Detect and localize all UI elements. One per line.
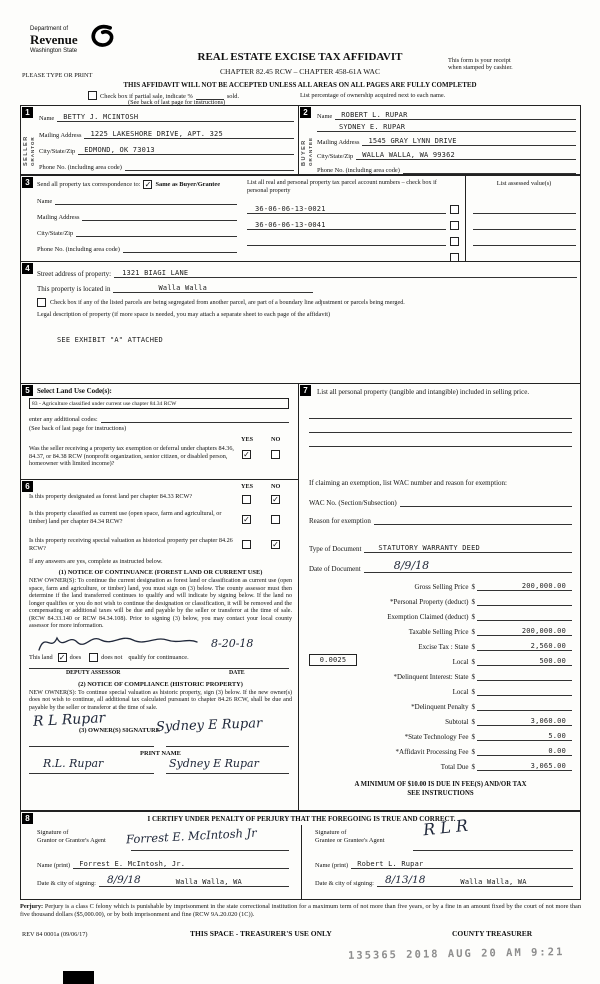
dollar-sign: $ <box>471 718 475 726</box>
minimum-due-note-2: SEE INSTRUCTIONS <box>407 790 474 797</box>
excise-tax-local-line <box>477 655 572 666</box>
print-name-1: R.L. Rupar <box>43 757 104 770</box>
parcel-line-2 <box>247 218 446 230</box>
does-not-label: does not <box>101 654 123 661</box>
exemption-question: Was the seller receiving a property tax exemption or deferral under chapters 84.36, 84.37, or 84.38 RCW (nonprofit organization, senior citizen, or disabled person, homeowner with limited income)? <box>29 445 234 468</box>
personal-property-line-3 <box>309 446 572 447</box>
subtotal-row <box>309 714 572 726</box>
taxable-selling-price-line <box>477 625 572 636</box>
document-date-line <box>364 561 572 573</box>
state-technology-fee-label: *State Technology Fee <box>404 733 469 741</box>
buyer-name2-value: SYDNEY E. RUPAR <box>339 123 406 131</box>
section-2-buyer-box <box>298 105 581 175</box>
seller-phone-line <box>125 159 294 171</box>
personal-property-line-1 <box>309 418 572 419</box>
street-address-value: 1321 BIAGI LANE <box>122 269 189 277</box>
dollar-sign: $ <box>471 598 475 606</box>
total-due-label: Total Due <box>440 763 469 771</box>
exemption-claimed-label: Exemption Claimed (deduct) <box>387 613 469 621</box>
personal-property-deduct-line <box>477 595 572 606</box>
corr-address-label: Mailing Address <box>37 214 80 221</box>
grantor-print-line <box>73 857 289 869</box>
seller-address-line <box>84 127 294 139</box>
exemption-claimed-line <box>477 610 572 621</box>
subtotal-value: 3,060.00 <box>530 717 566 725</box>
completion-notice: THIS AFFIDAVIT WILL NOT BE ACCEPTED UNLESS ALL AREAS ON ALL PAGES ARE FULLY COMPLETED <box>123 81 477 89</box>
street-address-label: Street address of property: <box>37 270 112 278</box>
section-1-seller-box <box>20 105 299 175</box>
delinquent-penalty-row <box>309 699 572 711</box>
perjury-statement <box>20 903 581 919</box>
personal-property-checkbox-1 <box>450 205 459 214</box>
page-title: REAL ESTATE EXCISE TAX AFFIDAVIT <box>197 51 403 63</box>
exemption-reason-line <box>374 513 572 525</box>
section-8-badge: 8 <box>22 813 33 824</box>
no-header-5: NO <box>271 436 281 443</box>
corr-address-line <box>82 209 237 221</box>
street-address-line <box>114 266 577 278</box>
treasurer-space-label: THIS SPACE - TREASURER'S USE ONLY <box>190 929 332 938</box>
seller-address-label: Mailing Address <box>39 132 82 139</box>
delinquent-interest-local-label: Local <box>452 688 469 696</box>
excise-tax-state-value: 2,560.00 <box>530 642 566 650</box>
subtotal-line <box>477 715 572 726</box>
dollar-sign: $ <box>471 748 475 756</box>
section-3-box <box>20 175 581 262</box>
state-technology-fee-row <box>309 729 572 741</box>
print-name-label: PRINT NAME <box>140 750 181 757</box>
section-4-badge: 4 <box>22 263 33 274</box>
dollar-sign: $ <box>471 763 475 771</box>
additional-codes-label: enter any additional codes: <box>29 416 98 423</box>
exemption-reason-label: Reason for exemption <box>309 517 371 525</box>
historic-yes-checkbox <box>242 540 251 549</box>
buyer-phone-label: Phone No. (including area code) <box>317 167 400 174</box>
buyer-address-label: Mailing Address <box>317 139 360 146</box>
document-type-value: STATUTORY WARRANTY DEED <box>378 544 480 552</box>
grantee-date-line <box>377 875 573 887</box>
taxable-selling-price-value: 200,000.00 <box>521 627 566 635</box>
delinquent-interest-state-label: *Delinquent Interest: State <box>393 673 469 681</box>
excise-tax-local-value: 500.00 <box>539 657 566 665</box>
buyer-citystatezip-value: WALLA WALLA, WA 99362 <box>362 151 455 159</box>
parcel-list-header: List all real and personal property tax parcel account numbers – check box if personal property <box>247 179 437 194</box>
section8-divider <box>301 825 302 899</box>
seller-side-label: SELLER <box>23 135 29 166</box>
assessed-values-header: List assessed value(s) <box>496 180 552 187</box>
grantor-city-value: Walla Walla, WA <box>175 878 242 886</box>
grantor-date-city-label: Date & city of signing: <box>37 880 96 887</box>
buyer-citystatezip-label: City/State/Zip <box>317 153 354 160</box>
personal-property-line-2 <box>309 432 572 433</box>
section-2-badge: 2 <box>300 107 311 118</box>
exemption-yes-checkbox: ✓ <box>243 450 250 459</box>
assessed-divider <box>465 176 466 261</box>
document-type-line <box>364 541 572 553</box>
seller-citystatezip-value: EDMOND, OK 73013 <box>84 146 155 154</box>
gross-selling-price-value: 200,000.00 <box>521 582 566 590</box>
gross-selling-price-row <box>309 579 572 591</box>
delinquent-interest-local-line <box>477 685 572 696</box>
parcel-number-1: 36-06-06-13-0021 <box>255 205 326 213</box>
seller-citystatezip-label: City/State/Zip <box>39 148 76 155</box>
personal-property-deduct-label: *Personal Property (deduct) <box>389 598 469 606</box>
located-in-label: This property is located in <box>37 285 111 293</box>
current-use-no-checkbox <box>271 515 280 524</box>
personal-property-label: List all personal property (tangible and intangible) included in selling price. <box>317 388 530 396</box>
this-land-label: This land <box>29 654 53 661</box>
corr-citystatezip-line <box>76 225 237 237</box>
grantor-signature-of-label: Signature of <box>37 829 69 836</box>
grantee-print-line <box>351 857 573 869</box>
owner-signature-line-2 <box>166 746 289 747</box>
grantee-side-label: GRANTEE <box>308 136 313 166</box>
personal-property-deduct-row <box>309 594 572 606</box>
section-7-box <box>298 383 581 811</box>
chapter-heading: CHAPTER 82.45 RCW – CHAPTER 458-61A WAC <box>220 67 380 76</box>
dollar-sign: $ <box>471 613 475 621</box>
current-use-yes-checkbox: ✓ <box>243 515 250 524</box>
partial-sale-checkbox <box>88 91 97 100</box>
grantee-signature-of-label: Signature of <box>315 829 347 836</box>
parcel-row-3 <box>247 235 459 246</box>
buyer-name-line <box>335 108 576 120</box>
grantee-date-city-label: Date & city of signing: <box>315 880 374 887</box>
buyer-address-value: 1545 GRAY LYNN DRIVE <box>368 137 457 145</box>
grantor-print-label: Name (print) <box>37 862 71 869</box>
dollar-sign: $ <box>471 658 475 666</box>
yes-header-5: YES <box>241 436 254 443</box>
assessed-value-line-2 <box>473 229 576 230</box>
grantor-signature-value: Forrest E. McIntosh Jr <box>125 825 258 847</box>
dollar-sign: $ <box>471 628 475 636</box>
corr-phone-label: Phone No. (including area code) <box>37 246 120 253</box>
dept-line1: Department of <box>30 26 69 32</box>
forest-yes-checkbox <box>242 495 251 504</box>
assessor-date-label: DATE <box>229 670 245 676</box>
delinquent-penalty-line <box>477 700 572 711</box>
delinquent-interest-state-line <box>477 670 572 681</box>
grantee-city-value: Walla Walla, WA <box>460 878 527 886</box>
grantor-signature-line <box>131 850 289 851</box>
county-treasurer-label: COUNTY TREASURER <box>452 929 533 938</box>
parcel-line-1 <box>247 202 446 214</box>
delinquent-interest-state-row <box>309 669 572 681</box>
section-7-badge: 7 <box>300 385 311 396</box>
buyer-side-label: BUYER <box>301 139 307 166</box>
total-due-value: 3,065.00 <box>530 762 566 770</box>
buyer-address-line <box>362 134 576 146</box>
compliance-title: (2) NOTICE OF COMPLIANCE (HISTORIC PROPERTY) <box>78 681 243 688</box>
owners-signature-label: (3) OWNER(S) SIGNATURE <box>79 727 160 734</box>
qualify-line <box>29 653 189 662</box>
buyer-name2-line <box>317 120 576 132</box>
form-number: REV 84 0001a (09/06/17) <box>22 931 88 938</box>
land-use-code-box <box>29 398 289 409</box>
grantor-date-line <box>99 875 289 887</box>
state-technology-fee-value: 5.00 <box>548 732 566 740</box>
assessed-value-line-1 <box>473 213 576 214</box>
forest-land-question: Is this property designated as forest land per chapter 84.33 RCW? <box>29 493 193 500</box>
grantee-date-value: 8/13/18 <box>384 874 426 886</box>
dept-line2: Revenue <box>30 32 78 47</box>
continuance-body: NEW OWNER(S): To continue the current designation as forest land or classification as current use (open space, farm and agriculture, or timber) land, you must sign on (3) below. The county assessor must then determine if the land transferred continues to qualify and will indicate by signing below. If the land no longer qualifies or you do not wish to continue the designation or classification, it will be removed and the compensating or additional taxes will be due and payable by the seller or transferor at the time of sale. (RCW 84.33.140 or RCW 84.34.108). Prior to signing (3) below, you may contact your local county assessor for more information. <box>29 578 292 630</box>
same-as-buyer-label: Same as Buyer/Grantee <box>155 181 221 188</box>
affidavit-processing-fee-label: *Affidavit Processing Fee <box>395 748 469 756</box>
total-due-row <box>309 759 572 771</box>
grantee-print-value: Robert L. Rupar <box>357 860 424 868</box>
seller-phone-label: Phone No. (including area code) <box>39 164 122 171</box>
buyer-citystatezip-line <box>356 148 576 160</box>
receipt-note-line1: This form is your receipt <box>448 57 511 64</box>
assessed-value-line-3 <box>473 245 576 246</box>
corr-phone-line <box>123 241 237 253</box>
legal-description-label: Legal description of property (if more space is needed, you may attach a separate sheet to each page of the affidavit) <box>37 311 331 318</box>
dollar-sign: $ <box>471 733 475 741</box>
parcel-line-3 <box>247 234 446 246</box>
no-header-6: NO <box>271 483 281 490</box>
seller-name-line <box>57 110 294 122</box>
does-label: does <box>69 654 82 661</box>
gross-selling-price-label: Gross Selling Price <box>414 583 469 591</box>
buyer-phone-line <box>403 162 576 174</box>
parcel-number-2: 36-06-06-13-0041 <box>255 221 326 229</box>
land-use-title: Select Land Use Code(s): <box>37 387 112 395</box>
land-use-code-value: 83 - Agriculture classified under current use chapter 84.34 RCW <box>32 400 177 407</box>
state-technology-fee-line <box>477 730 572 741</box>
seller-citystatezip-line <box>78 143 294 155</box>
wac-number-line <box>400 495 572 507</box>
minimum-due-note-1: A MINIMUM OF $10.00 IS DUE IN FEE(S) AND/OR TAX <box>354 781 527 788</box>
affidavit-processing-fee-line <box>477 745 572 756</box>
affidavit-processing-fee-value: 0.00 <box>548 747 566 755</box>
owner-signature-1: R L Rupar <box>32 710 106 730</box>
dollar-sign: $ <box>471 583 475 591</box>
exemption-no-checkbox <box>271 450 280 459</box>
perjury-lead: Perjury: <box>20 903 44 910</box>
dollar-sign: $ <box>471 673 475 681</box>
continuance-title: (1) NOTICE OF CONTINUANCE (FOREST LAND OR CURRENT USE) <box>58 569 263 576</box>
segregated-label: Check box if any of the listed parcels are being segregated from another parcel, are part of a boundary line adjustment or parcels being merged. <box>50 299 405 306</box>
dollar-sign: $ <box>471 688 475 696</box>
corr-name-line <box>55 193 237 205</box>
document-date-label: Date of Document <box>309 565 361 573</box>
personal-property-checkbox-2 <box>450 221 459 230</box>
section-4-box <box>20 261 581 384</box>
buyer-name-value: ROBERT L. RUPAR <box>341 111 408 119</box>
yes-header-6: YES <box>241 483 254 490</box>
segregated-row <box>37 298 408 307</box>
partial-sale-sold-label: sold. <box>226 93 240 100</box>
dollar-sign: $ <box>471 703 475 711</box>
section-6-box <box>20 479 299 811</box>
buyer-name-label: Name <box>317 113 333 120</box>
historic-no-checkbox: ✓ <box>272 540 279 549</box>
document-date-value: 8/9/18 <box>393 559 430 572</box>
corr-name-label: Name <box>37 198 53 205</box>
section-1-badge: 1 <box>22 107 33 118</box>
delinquent-interest-local-row <box>309 684 572 696</box>
additional-codes-line <box>101 411 289 423</box>
located-in-line <box>113 281 313 293</box>
assessor-signature-line <box>29 668 289 669</box>
dor-logo-icon <box>88 22 116 50</box>
taxable-selling-price-row <box>309 624 572 636</box>
excise-tax-state-line <box>477 640 572 651</box>
seller-name-label: Name <box>39 115 55 122</box>
historic-question: Is this property receiving special valuation as historical property per chapter 84.26 RCW? <box>29 537 233 552</box>
grantee-signature-value: R L R <box>422 815 469 840</box>
grantor-side-label: GRANTOR <box>30 136 35 166</box>
gross-selling-price-line <box>477 580 572 591</box>
total-due-line <box>477 760 572 771</box>
print-name-line-2 <box>166 773 289 774</box>
local-rate-box <box>309 654 357 666</box>
grantee-signature-line <box>413 850 573 851</box>
segregated-checkbox <box>37 298 46 307</box>
located-in-value: Walla Walla <box>158 284 208 292</box>
please-type-note: PLEASE TYPE OR PRINT <box>22 72 93 79</box>
qualify-label: qualify for continuance. <box>128 654 189 661</box>
grantee-agent-label: Grantee or Grantee's Agent <box>315 837 385 844</box>
legal-description-value: SEE EXHIBIT "A" ATTACHED <box>57 336 163 344</box>
wac-number-label: WAC No. (Section/Subsection) <box>309 499 397 507</box>
excise-tax-state-row <box>309 639 572 651</box>
grantor-agent-label: Grantor or Grantor's Agent <box>37 837 106 844</box>
taxable-selling-price-label: Taxable Selling Price <box>408 628 469 636</box>
owner-signature-line-1 <box>29 746 154 747</box>
see-back-note-2: (See back of last page for instructions) <box>29 425 127 432</box>
ownership-note: List percentage of ownership acquired next to each name. <box>300 92 446 99</box>
grantor-date-value: 8/9/18 <box>106 874 141 886</box>
section-5-badge: 5 <box>22 385 33 396</box>
delinquent-penalty-label: *Delinquent Penalty <box>411 703 469 711</box>
local-rate-value: 0.0025 <box>319 656 347 664</box>
section-6-badge: 6 <box>22 481 33 492</box>
same-as-buyer-checkbox: ✓ <box>144 180 152 189</box>
see-back-note: (See back of last page for instructions) <box>128 99 226 106</box>
seller-address-value: 1225 LAKESHORE DRIVE, APT. 325 <box>90 130 223 138</box>
current-use-question: Is this property classified as current use (open space, farm and agricultural, or timber) land per chapter 84.34 RCW? <box>29 510 222 525</box>
assessor-date-value: 8-20-18 <box>211 637 254 650</box>
partial-sale-label: Check box if partial sale, indicate % <box>100 93 193 100</box>
affidavit-processing-fee-row <box>309 744 572 756</box>
parcel-row-1 <box>247 203 459 214</box>
dept-line3: Washington State <box>30 48 78 54</box>
deputy-assessor-label: DEPUTY ASSESSOR <box>66 670 121 676</box>
grantor-print-value: Forrest E. McIntosh, Jr. <box>79 860 186 868</box>
answers-yes-note: If any answers are yes, complete as instructed below. <box>29 558 163 565</box>
excise-tax-local-label: Local <box>452 658 469 666</box>
perjury-body: Perjury is a class C felony which is punishable by imprisonment in the state correctional institution for a maximum term of not more than five years, or by a fine in an amount fixed by the court of not more than five thousand dollars ($5,000.00), or by both imprisonment and fine (RCW 9A.20.020 (1C)). <box>20 903 581 919</box>
excise-tax-local-row <box>309 654 572 666</box>
print-name-2: Sydney E Rupar <box>169 757 259 770</box>
owner-signature-2: Sydney E Rupar <box>155 716 263 735</box>
send-correspondence-label: Send all property tax correspondence to: <box>37 181 141 188</box>
exemption-claimed-row <box>309 609 572 621</box>
scan-artifact <box>63 971 94 984</box>
cashier-stamp: 135365 2018 AUG 20 AM 9:21 <box>347 946 565 962</box>
corr-citystatezip-label: City/State/Zip <box>37 230 74 237</box>
does-not-checkbox <box>89 653 98 662</box>
section-8-box <box>20 811 581 900</box>
certification-statement: I CERTIFY UNDER PENALTY OF PERJURY THAT THE FOREGOING IS TRUE AND CORRECT. <box>147 815 456 823</box>
compliance-body: NEW OWNER(S): To continue special valuation as historic property, sign (3) below. If the new owner(s) does not wish to continue, all additional tax calculated pursuant to chapter 84.26 RCW, shall be due and payable by the seller or transferor at the time of sale. <box>29 690 292 711</box>
section-5-box <box>20 383 299 480</box>
print-name-line-1 <box>29 773 154 774</box>
does-checkbox: ✓ <box>58 653 66 662</box>
receipt-note-line2: when stamped by cashier. <box>448 64 513 71</box>
dollar-sign: $ <box>471 643 475 651</box>
exemption-claim-label: If claiming an exemption, list WAC number and reason for exemption: <box>309 479 507 487</box>
document-type-label: Type of Document <box>309 545 362 553</box>
subtotal-label: Subtotal <box>445 718 469 726</box>
excise-tax-state-label: Excise Tax : State <box>418 643 469 651</box>
section-3-badge: 3 <box>22 177 33 188</box>
send-correspondence-row <box>37 180 223 189</box>
parcel-row-2 <box>247 219 459 230</box>
grantee-print-label: Name (print) <box>315 862 349 869</box>
seller-name-value: BETTY J. MCINTOSH <box>63 113 139 121</box>
forest-no-checkbox: ✓ <box>272 495 279 504</box>
dor-wordmark <box>30 26 78 54</box>
personal-property-checkbox-3 <box>450 237 459 246</box>
